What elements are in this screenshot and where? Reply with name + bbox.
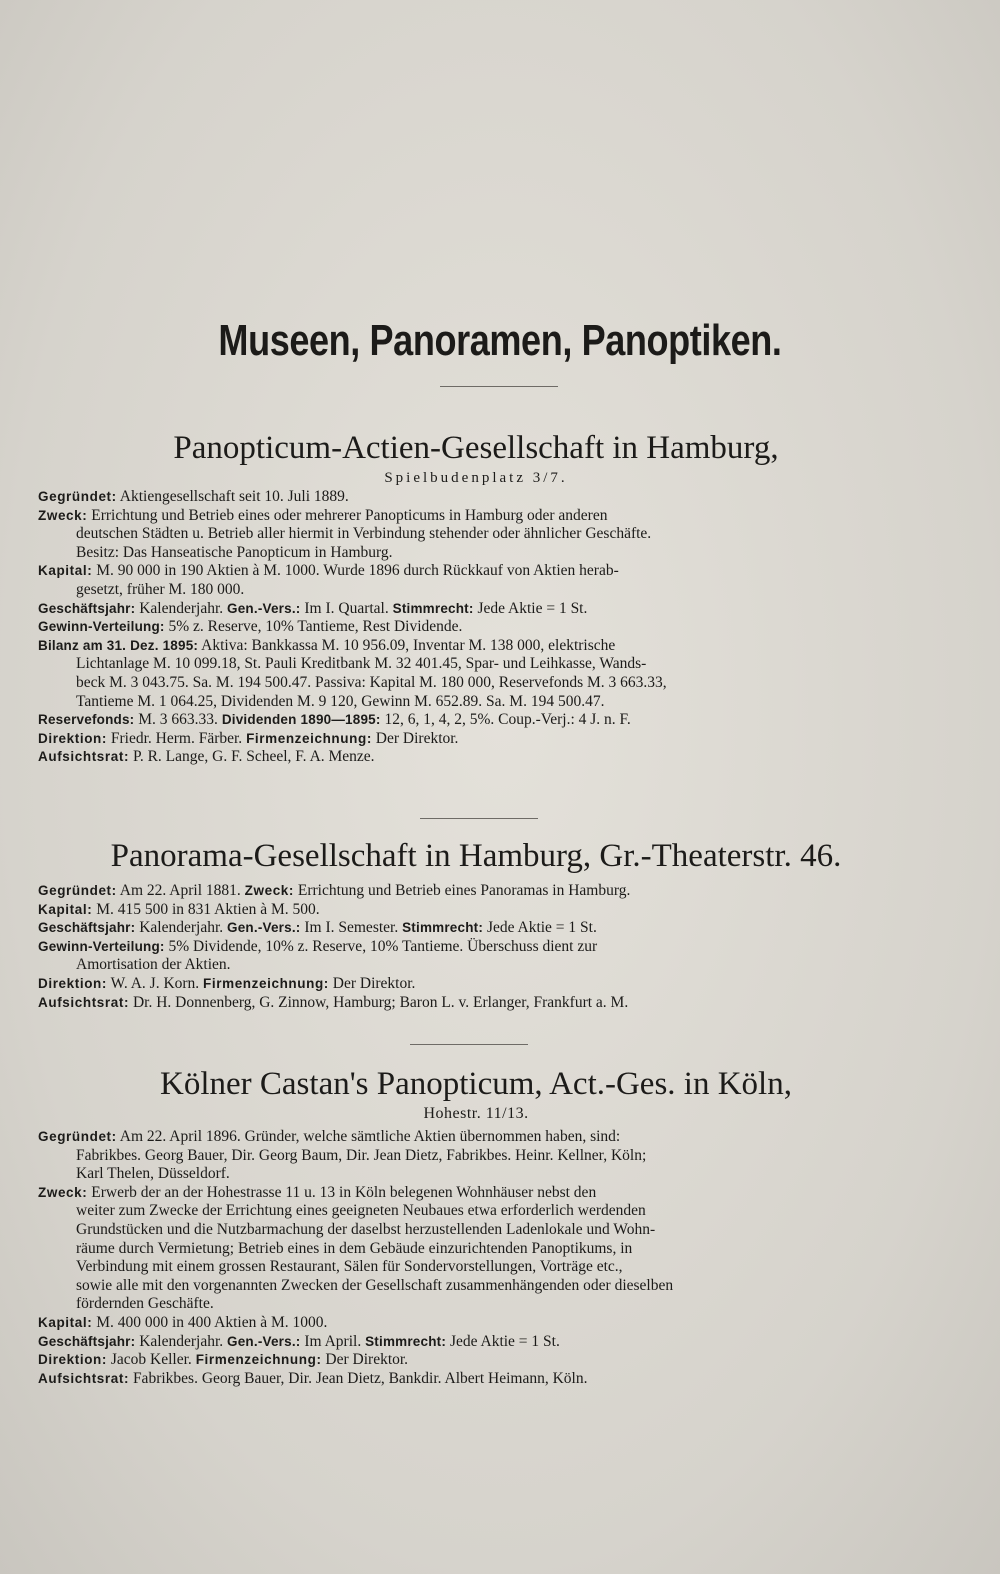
entry-line: sowie alle mit den vorgenannten Zwecken der Gesellschaft zusammenhängenden oder dieselben bbox=[76, 1276, 674, 1294]
entry-line: Gewinn-Verteilung: 5% z. Reserve, 10% Tantieme, Rest Dividende. bbox=[38, 618, 463, 636]
entry-line: Geschäftsjahr: Kalenderjahr. Gen.-Vers.: Im I. Quartal. Stimmrecht: Jede Aktie = 1 St. bbox=[38, 599, 588, 617]
entry-line: Tantieme M. 1 064.25, Dividenden M. 9 120, Gewinn M. 652.89. Sa. M. 194 500.47. bbox=[76, 692, 605, 710]
entry-line: Lichtanlage M. 10 099.18, St. Pauli Kreditbank M. 32 401.45, Spar- und Leihkasse, Wands- bbox=[76, 655, 647, 673]
entry-line: Bilanz am 31. Dez. 1895: Aktiva: Bankkassa M. 10 956.09, Inventar M. 138 000, elektrische bbox=[38, 636, 616, 654]
entry-line: Direktion: W. A. J. Korn. Firmenzeichnung: Der Direktor. bbox=[38, 974, 416, 992]
entry-line: deutschen Städten u. Betrieb aller hiermit in Verbindung stehender oder ähnlicher Geschäfte. bbox=[76, 525, 652, 543]
entry-line: Zweck: Errichtung und Betrieb eines oder mehrerer Panopticums in Hamburg oder anderen bbox=[38, 506, 608, 524]
entry-line: Gegründet: Am 22. April 1896. Gründer, welche sämtliche Aktien übernommen haben, sind: bbox=[38, 1128, 621, 1145]
company-entry-castans-panopticum-koeln bbox=[38, 1064, 914, 1388]
entry-line: Direktion: Jacob Keller. Firmenzeichnung: Der Direktor. bbox=[38, 1351, 409, 1369]
page-title: Museen, Panoramen, Panoptiken. bbox=[218, 316, 782, 365]
company-entry-panopticum-hamburg bbox=[38, 428, 914, 767]
entry-line: Gegründet: Aktiengesellschaft seit 10. Juli 1889. bbox=[38, 488, 349, 505]
entry-line: Fabrikbes. Georg Bauer, Dir. Georg Baum, Dir. Jean Dietz, Fabrikbes. Heinr. Kellner, Köln; bbox=[76, 1146, 647, 1164]
entry-line: Grundstücken und die Nutzbarmachung der daselbst herzustellenden Ladenlokale und Wohn- bbox=[76, 1220, 656, 1238]
entry-line: Kapital: M. 415 500 in 831 Aktien à M. 500. bbox=[38, 900, 320, 918]
entry-line: Direktion: Friedr. Herm. Färber. Firmenzeichnung: Der Direktor. bbox=[38, 729, 459, 747]
company-title: Panopticum-Actien-Gesellschaft in Hamburg, bbox=[173, 430, 779, 466]
entry-line: Kapital: M. 90 000 in 190 Aktien à M. 1000. Wurde 1896 durch Rückkauf von Aktien herab- bbox=[38, 562, 619, 580]
entry-line: Aufsichtsrat: Dr. H. Donnenberg, G. Zinnow, Hamburg; Baron L. v. Erlanger, Frankfurt a. M. bbox=[38, 993, 629, 1011]
entry-line: Zweck: Erwerb der an der Hohestrasse 11 u. 13 in Köln belegenen Wohnhäuser nebst den bbox=[38, 1183, 597, 1201]
entry-line: Kapital: M. 400 000 in 400 Aktien à M. 1000. bbox=[38, 1313, 328, 1331]
company-address: Hohestr. 11/13. bbox=[423, 1105, 529, 1122]
entry-line: Reservefonds: M. 3 663.33. Dividenden 1890—1895: 12, 6, 1, 4, 2, 5%. Coup.-Verj.: 4 J. n. F. bbox=[38, 711, 631, 729]
company-title: Kölner Castan's Panopticum, Act.-Ges. in Köln, bbox=[160, 1066, 792, 1102]
company-title: Panorama-Gesellschaft in Hamburg, Gr.-Theaterstr. 46. bbox=[110, 838, 842, 874]
entry-line: Aufsichtsrat: P. R. Lange, G. F. Scheel, F. A. Menze. bbox=[38, 748, 375, 766]
entry-line: Aufsichtsrat: Fabrikbes. Georg Bauer, Dir. Jean Dietz, Bankdir. Albert Heimann, Köln. bbox=[38, 1369, 588, 1387]
entry-line: fördernden Geschäfte. bbox=[76, 1295, 214, 1313]
company-address: Spielbudenplatz 3/7. bbox=[384, 470, 568, 486]
entry-line: Amortisation der Aktien. bbox=[76, 956, 231, 974]
entry-line: beck M. 3 043.75. Sa. M. 194 500.47. Passiva: Kapital M. 180 000, Reservefonds M. 3 663.33, bbox=[76, 673, 667, 691]
separator-rule bbox=[410, 1044, 528, 1045]
entry-line: Karl Thelen, Düsseldorf. bbox=[76, 1165, 230, 1183]
entry-line: Geschäftsjahr: Kalenderjahr. Gen.-Vers.: Im April. Stimmrecht: Jede Aktie = 1 St. bbox=[38, 1332, 560, 1350]
entry-line: gesetzt, früher M. 180 000. bbox=[76, 580, 245, 598]
entry-line: Besitz: Das Hanseatische Panopticum in Hamburg. bbox=[76, 543, 393, 561]
entry-line: weiter zum Zwecke der Errichtung eines geeigneten Neubaues etwa erforderlich werdenden bbox=[76, 1202, 646, 1220]
company-entry-panorama-hamburg bbox=[38, 836, 914, 1012]
separator-rule bbox=[420, 818, 538, 819]
entry-line: räume durch Vermietung; Betrieb eines in dem Gebäude einzurichtenden Panoptikums, in bbox=[76, 1239, 633, 1257]
separator-rule bbox=[440, 386, 558, 387]
entry-line: Verbindung mit einem grossen Restaurant, Sälen für Sondervorstellungen, Vorträge etc., bbox=[76, 1258, 623, 1276]
entry-line: Geschäftsjahr: Kalenderjahr. Gen.-Vers.: Im I. Semester. Stimmrecht: Jede Aktie = 1 St. bbox=[38, 919, 597, 937]
entry-line: Gewinn-Verteilung: 5% Dividende, 10% z. Reserve, 10% Tantieme. Überschuss dient zur bbox=[38, 937, 598, 955]
entry-line: Gegründet: Am 22. April 1881. Zweck: Errichtung und Betrieb eines Panoramas in Hamburg. bbox=[38, 882, 631, 899]
